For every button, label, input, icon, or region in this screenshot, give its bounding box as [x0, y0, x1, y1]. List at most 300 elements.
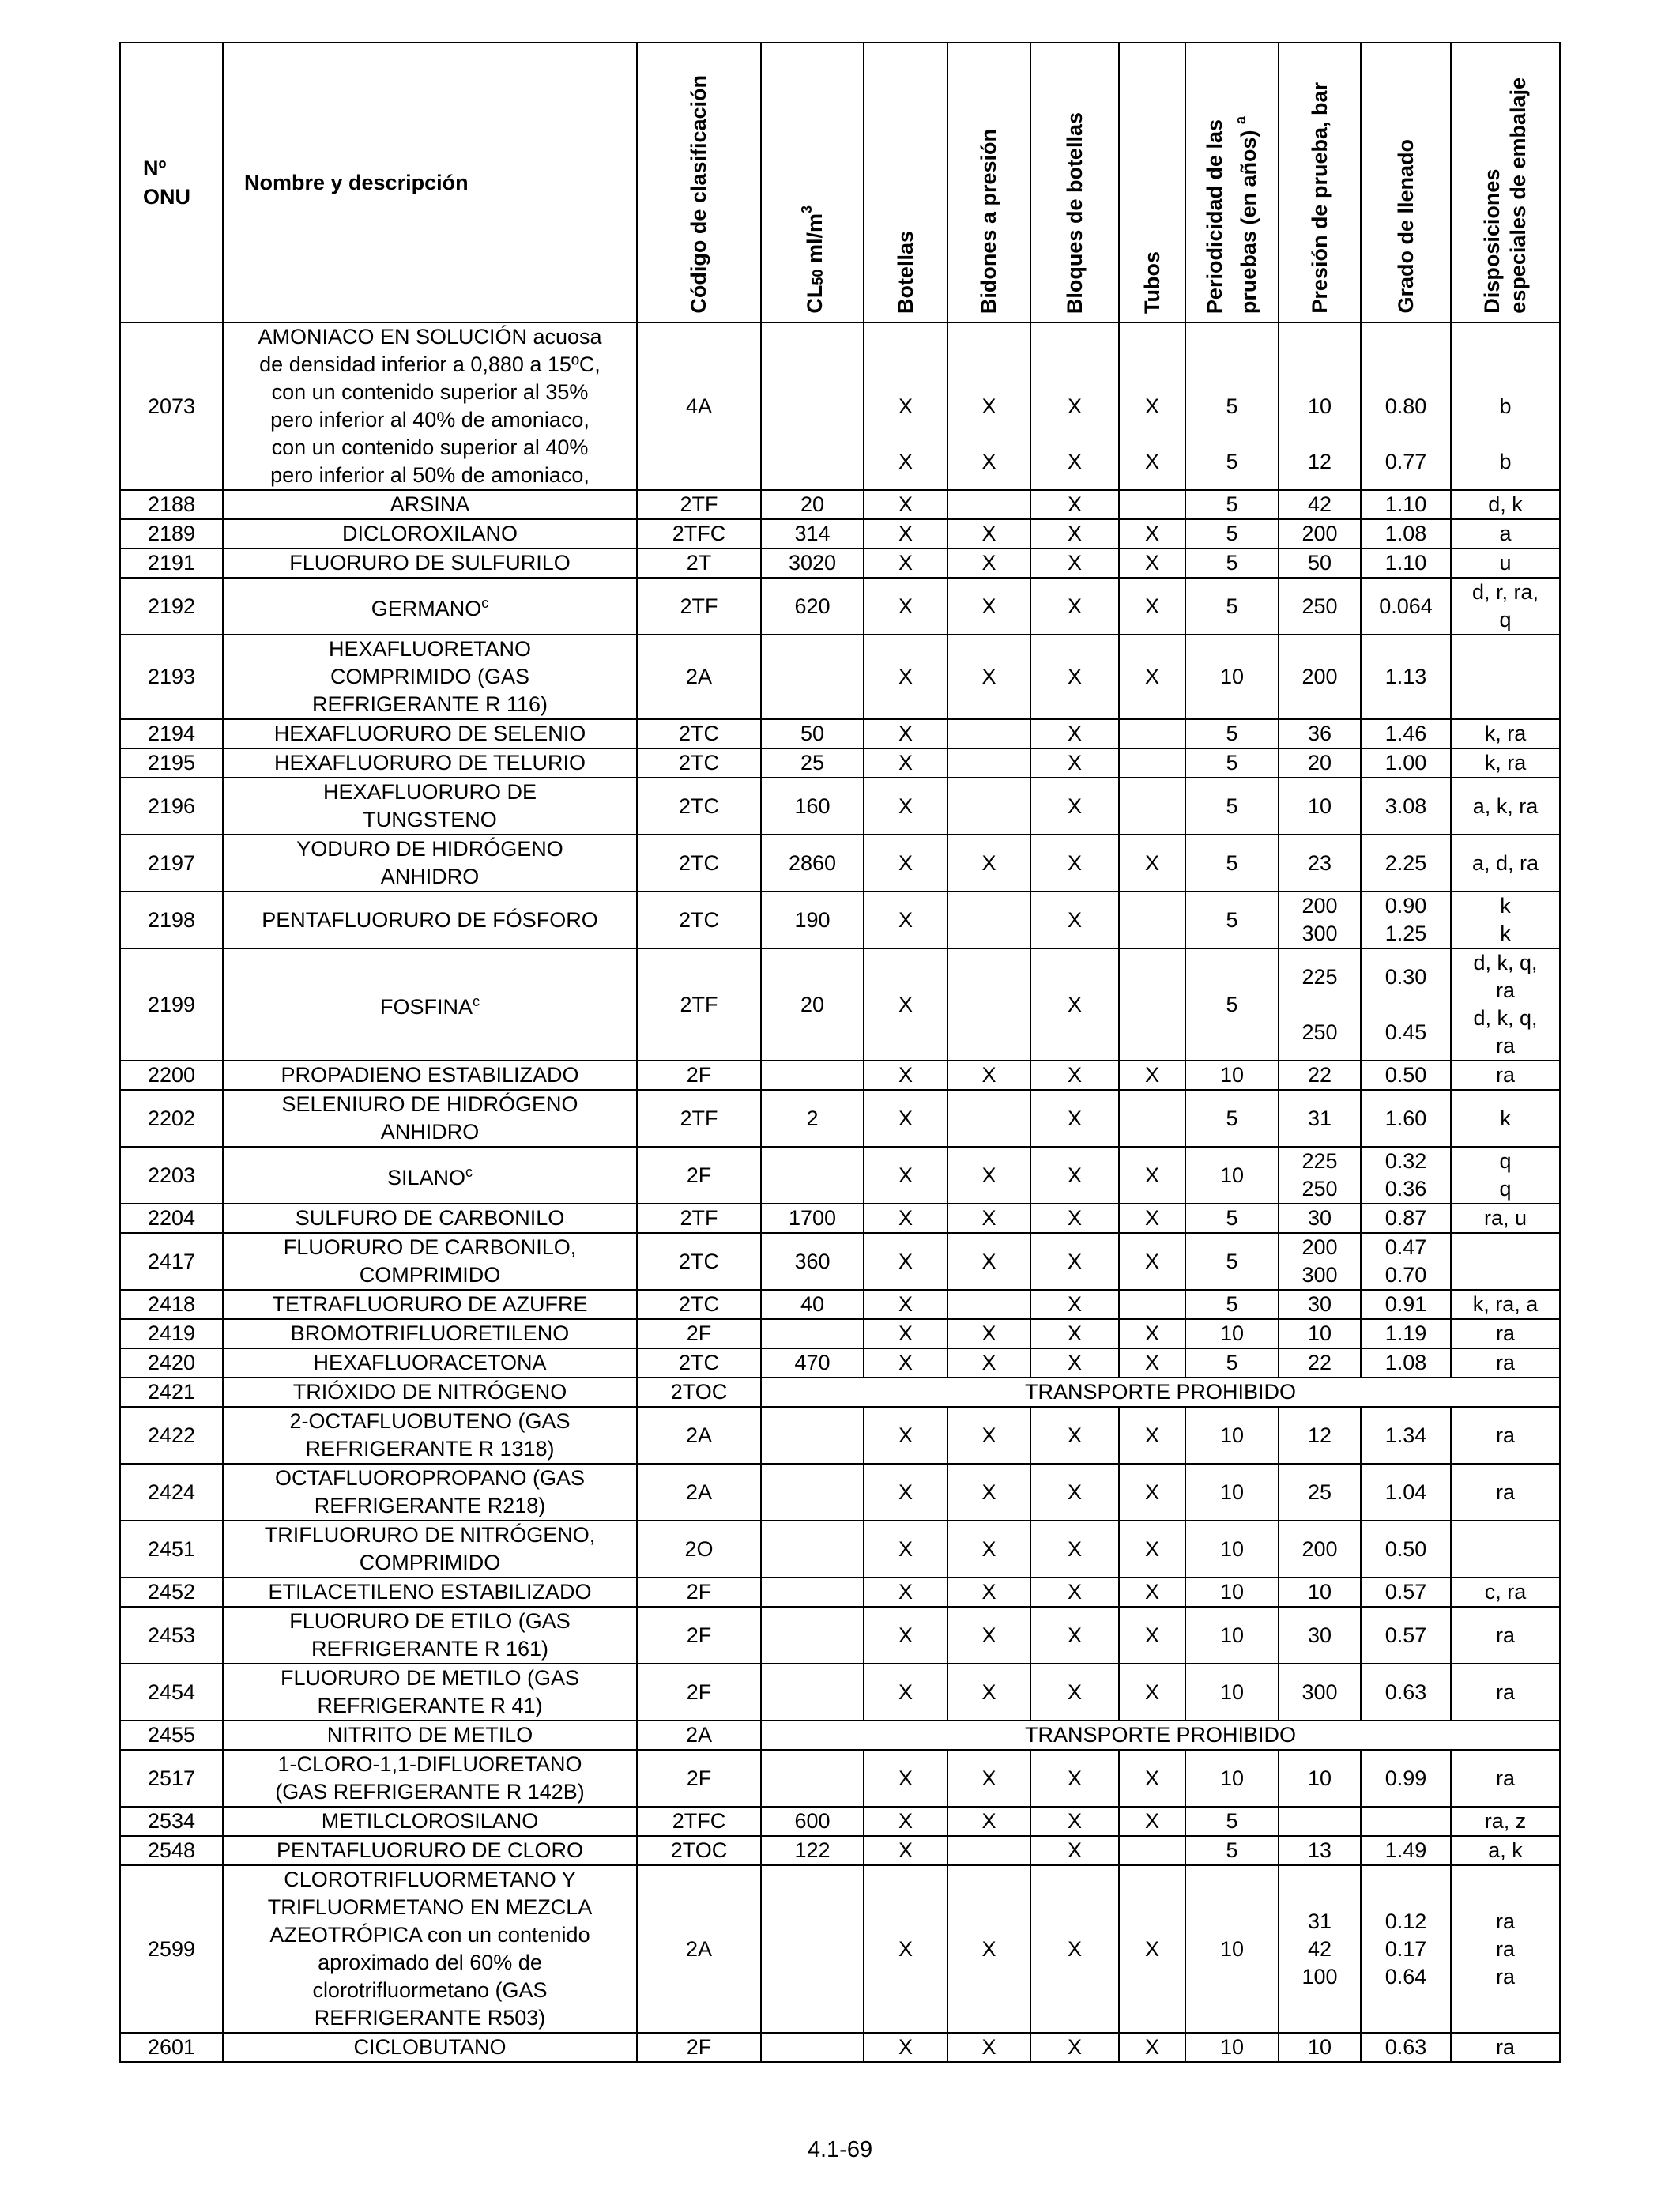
cell-onu: 2417 — [120, 1233, 223, 1290]
cell-name — [223, 322, 637, 490]
cell-code: 2O — [637, 1521, 761, 1578]
cell-cl50 — [761, 635, 864, 719]
cell-disp — [1451, 635, 1560, 719]
cell-bidones: X — [947, 1348, 1030, 1378]
cell-name-text: AMONIACO EN SOLUCIÓN acuosa de densidad inferior a 0,880 a 15ºC, con un contenido superior al 35% pero inferior al 40% de amoniaco, con un contenido superior al 40% pero inferior al 50% de amoniaco, — [258, 325, 602, 487]
cell-name — [223, 778, 637, 835]
table-row — [120, 1836, 1560, 1865]
cell-code: 4A — [637, 322, 761, 490]
cell-onu: 2548 — [120, 1836, 223, 1865]
cell-tubos — [1119, 1290, 1185, 1319]
header-onu — [120, 43, 223, 322]
cell-name-text: FOSFINA — [379, 995, 473, 1019]
cell-bidones — [947, 748, 1030, 778]
cell-disp: a — [1451, 519, 1560, 548]
cell-presion: 10 — [1279, 2033, 1361, 2062]
cell-botellas: X — [864, 719, 947, 748]
cell-name — [223, 1664, 637, 1721]
header-presion — [1279, 43, 1361, 322]
cell-name — [223, 948, 637, 1061]
table-row — [120, 835, 1560, 892]
cell-code: 2TC — [637, 892, 761, 948]
cell-disp: b b — [1451, 322, 1560, 490]
cell-period: 5 — [1185, 1807, 1279, 1836]
header-cl50 — [761, 43, 864, 322]
cell-disp: ra — [1451, 1319, 1560, 1348]
cell-tubos: X — [1119, 1233, 1185, 1290]
cell-period: 5 — [1185, 1204, 1279, 1233]
cell-code: 2A — [637, 1464, 761, 1521]
cell-cl50: 2860 — [761, 835, 864, 892]
cell-onu: 2420 — [120, 1348, 223, 1378]
cell-name — [223, 1721, 637, 1750]
header-tubos-label: Tubos — [1139, 251, 1164, 314]
cell-presion: 30 — [1279, 1204, 1361, 1233]
cell-name-text: DICLOROXILANO — [341, 522, 518, 545]
cell-bloques: X — [1030, 1807, 1119, 1836]
cell-bidones — [947, 948, 1030, 1061]
cell-cl50: 122 — [761, 1836, 864, 1865]
cell-disp: q q — [1451, 1147, 1560, 1204]
cell-code: 2TF — [637, 490, 761, 519]
cell-grado: 1.08 — [1361, 519, 1451, 548]
table-row — [120, 719, 1560, 748]
table-row — [120, 1290, 1560, 1319]
cell-onu: 2195 — [120, 748, 223, 778]
cell-tubos: X — [1119, 519, 1185, 548]
cell-grado: 0.30 0.45 — [1361, 948, 1451, 1061]
cell-bidones — [947, 892, 1030, 948]
cell-botellas: X — [864, 1750, 947, 1807]
header-code — [637, 43, 761, 322]
cell-bloques: X — [1030, 1233, 1119, 1290]
cell-tubos: X X — [1119, 322, 1185, 490]
cell-disp: d, r, ra, q — [1451, 578, 1560, 635]
cell-presion: 23 — [1279, 835, 1361, 892]
cell-name — [223, 635, 637, 719]
cell-grado: 0.064 — [1361, 578, 1451, 635]
header-botellas — [864, 43, 947, 322]
cell-bidones — [947, 1090, 1030, 1147]
cell-grado: 0.63 — [1361, 1664, 1451, 1721]
cell-disp: k, ra — [1451, 748, 1560, 778]
cell-bidones: X — [947, 1664, 1030, 1721]
cell-tubos: X — [1119, 1578, 1185, 1607]
table-row — [120, 1750, 1560, 1807]
cell-bloques: X — [1030, 519, 1119, 548]
cell-cl50: 314 — [761, 519, 864, 548]
cell-name-text: FLUORURO DE CARBONILO, COMPRIMIDO — [283, 1235, 577, 1287]
header-onu-label: Nº ONU — [143, 156, 190, 209]
cell-grado: 0.91 — [1361, 1290, 1451, 1319]
cell-onu: 2451 — [120, 1521, 223, 1578]
cell-botellas: X — [864, 1578, 947, 1607]
cell-bidones: X — [947, 1750, 1030, 1807]
cell-disp: ra — [1451, 1607, 1560, 1664]
cell-grado: 1.04 — [1361, 1464, 1451, 1521]
cell-cl50 — [761, 1578, 864, 1607]
cell-tubos: X — [1119, 548, 1185, 578]
cell-grado: 1.49 — [1361, 1836, 1451, 1865]
cell-tubos: X — [1119, 635, 1185, 719]
cell-name-text: OCTAFLUOROPROPANO (GAS REFRIGERANTE R218) — [274, 1466, 586, 1517]
cell-disp: c, ra — [1451, 1578, 1560, 1607]
cell-code: 2TC — [637, 1233, 761, 1290]
cell-name-text: NITRITO DE METILO — [326, 1723, 533, 1747]
cell-grado: 0.50 — [1361, 1061, 1451, 1090]
header-botellas-label: Botellas — [893, 230, 917, 314]
cell-grado: 0.12 0.17 0.64 — [1361, 1865, 1451, 2033]
cell-name — [223, 1807, 637, 1836]
cell-name-text: CLOROTRIFLUORMETANO Y TRIFLUORMETANO EN MEZCLA AZEOTRÓPICA con un contenido aproximado del 60% de clorotrifluormetano (GAS REFRIGERANTE R503) — [267, 1868, 593, 2030]
header-row — [120, 43, 1560, 322]
table-row — [120, 1721, 1560, 1750]
header-bidones — [947, 43, 1030, 322]
cell-disp: ra — [1451, 2033, 1560, 2062]
cell-name — [223, 1865, 637, 2033]
header-presion-label: Presión de prueba, bar — [1307, 82, 1332, 314]
cell-period: 5 — [1185, 519, 1279, 548]
cell-bloques: X — [1030, 1407, 1119, 1464]
cell-botellas: X — [864, 778, 947, 835]
cell-name — [223, 1407, 637, 1464]
cell-name — [223, 548, 637, 578]
cell-bloques: X — [1030, 2033, 1119, 2062]
cell-botellas: X — [864, 1204, 947, 1233]
cell-name-text: SILANO — [386, 1166, 466, 1189]
cell-period: 5 — [1185, 892, 1279, 948]
cell-cl50: 20 — [761, 948, 864, 1061]
cell-period: 10 — [1185, 1521, 1279, 1578]
cell-disp: ra — [1451, 1061, 1560, 1090]
cell-onu: 2191 — [120, 548, 223, 578]
cell-name — [223, 578, 637, 635]
cell-code: 2F — [637, 1147, 761, 1204]
cell-period: 5 — [1185, 548, 1279, 578]
cell-botellas: X — [864, 490, 947, 519]
cell-cl50: 190 — [761, 892, 864, 948]
cell-bloques: X — [1030, 635, 1119, 719]
cell-name-text: HEXAFLUORURO DE TUNGSTENO — [322, 780, 537, 831]
cell-tubos — [1119, 748, 1185, 778]
cell-tubos: X — [1119, 1664, 1185, 1721]
cell-botellas: X — [864, 892, 947, 948]
cell-cl50 — [761, 1664, 864, 1721]
cell-cl50: 160 — [761, 778, 864, 835]
cell-grado: 1.46 — [1361, 719, 1451, 748]
periodicidad-superscript: a — [1233, 115, 1249, 124]
cell-name — [223, 1607, 637, 1664]
cell-name — [223, 1204, 637, 1233]
cell-name — [223, 1578, 637, 1607]
cell-prohibited: TRANSPORTE PROHIBIDO — [761, 1721, 1560, 1750]
header-name-label: Nombre y descripción — [244, 170, 469, 194]
cell-onu: 2202 — [120, 1090, 223, 1147]
cell-bloques: X — [1030, 1578, 1119, 1607]
table-row — [120, 1407, 1560, 1464]
cell-name-text: HEXAFLUORURO DE TELURIO — [273, 751, 586, 775]
cell-tubos: X — [1119, 1464, 1185, 1521]
cell-name — [223, 1233, 637, 1290]
cell-name-text: TRIÓXIDO DE NITRÓGENO — [292, 1380, 567, 1404]
cell-name — [223, 519, 637, 548]
cell-disp: k k — [1451, 892, 1560, 948]
cell-presion: 31 — [1279, 1090, 1361, 1147]
cell-grado: 0.57 — [1361, 1607, 1451, 1664]
table-row — [120, 1464, 1560, 1521]
cell-presion: 30 — [1279, 1290, 1361, 1319]
cell-disp: a, k, ra — [1451, 778, 1560, 835]
cell-name — [223, 835, 637, 892]
cell-disp: k, ra — [1451, 719, 1560, 748]
cell-name-text: PENTAFLUORURO DE CLORO — [276, 1838, 584, 1862]
cell-tubos — [1119, 948, 1185, 1061]
cell-disp: d, k, q, ra d, k, q, ra — [1451, 948, 1560, 1061]
cell-code: 2A — [637, 1721, 761, 1750]
cell-period: 5 — [1185, 719, 1279, 748]
cell-code: 2F — [637, 1319, 761, 1348]
cell-period: 10 — [1185, 1464, 1279, 1521]
cell-bidones: X — [947, 1865, 1030, 2033]
cell-cl50: 2 — [761, 1090, 864, 1147]
cell-presion: 22 — [1279, 1061, 1361, 1090]
cell-disp: ra ra ra — [1451, 1865, 1560, 2033]
cell-bidones: X — [947, 1147, 1030, 1204]
cell-disp: ra — [1451, 1464, 1560, 1521]
cell-code: 2F — [637, 1578, 761, 1607]
cell-name — [223, 490, 637, 519]
cell-bidones: X X — [947, 322, 1030, 490]
cell-onu: 2599 — [120, 1865, 223, 2033]
cell-code: 2TF — [637, 1090, 761, 1147]
table-row — [120, 548, 1560, 578]
cell-bloques: X — [1030, 1061, 1119, 1090]
cell-name-text: 2-OCTAFLUOBUTENO (GAS REFRIGERANTE R 1318) — [289, 1409, 571, 1461]
cell-tubos — [1119, 490, 1185, 519]
cell-botellas: X — [864, 1664, 947, 1721]
cell-botellas: X — [864, 519, 947, 548]
cell-onu: 2418 — [120, 1290, 223, 1319]
cell-grado: 1.34 — [1361, 1407, 1451, 1464]
cell-grado: 1.13 — [1361, 635, 1451, 719]
table-row — [120, 948, 1560, 1061]
cell-bloques: X — [1030, 1521, 1119, 1578]
cell-name-text: FLUORURO DE METILO (GAS REFRIGERANTE R 41) — [280, 1666, 580, 1717]
cell-bidones — [947, 778, 1030, 835]
gas-classification-table — [119, 42, 1561, 2063]
cell-presion: 30 — [1279, 1607, 1361, 1664]
cell-bloques: X — [1030, 1865, 1119, 2033]
cell-onu: 2454 — [120, 1664, 223, 1721]
cell-name-text: GERMANO — [371, 597, 482, 620]
cell-disp: a, k — [1451, 1836, 1560, 1865]
cell-name-text: HEXAFLUORETANO COMPRIMIDO (GAS REFRIGERANTE R 116) — [311, 637, 548, 716]
cell-tubos: X — [1119, 1319, 1185, 1348]
cell-bidones: X — [947, 1319, 1030, 1348]
cell-bloques: X — [1030, 1607, 1119, 1664]
cell-period: 5 — [1185, 835, 1279, 892]
cell-code: 2A — [637, 1865, 761, 2033]
cl50-subscript: 50 — [809, 269, 826, 285]
cell-botellas: X — [864, 1090, 947, 1147]
cell-bidones: X — [947, 835, 1030, 892]
cell-botellas: X — [864, 578, 947, 635]
cell-bidones: X — [947, 2033, 1030, 2062]
cell-name-text: ETILACETILENO ESTABILIZADO — [268, 1580, 592, 1604]
cell-code: 2A — [637, 635, 761, 719]
cell-code: 2TC — [637, 1348, 761, 1378]
periodicidad-text: Periodicidad de las pruebas (en años) — [1203, 119, 1260, 314]
cell-period: 10 — [1185, 1407, 1279, 1464]
cell-name-text: TETRAFLUORURO DE AZUFRE — [272, 1292, 588, 1316]
cell-botellas: X — [864, 1290, 947, 1319]
table-row — [120, 322, 1560, 490]
cell-bloques: X — [1030, 1750, 1119, 1807]
cell-botellas: X — [864, 635, 947, 719]
header-bloques — [1030, 43, 1119, 322]
cell-bidones: X — [947, 1578, 1030, 1607]
cell-period: 10 — [1185, 1147, 1279, 1204]
cell-onu: 2200 — [120, 1061, 223, 1090]
cell-tubos: X — [1119, 1865, 1185, 2033]
cell-prohibited: TRANSPORTE PROHIBIDO — [761, 1378, 1560, 1407]
cell-bidones: X — [947, 548, 1030, 578]
cell-botellas: X — [864, 1061, 947, 1090]
table-row — [120, 778, 1560, 835]
cell-tubos: X — [1119, 1147, 1185, 1204]
cell-period: 5 — [1185, 578, 1279, 635]
cell-grado: 1.08 — [1361, 1348, 1451, 1378]
cell-tubos — [1119, 778, 1185, 835]
cell-name-text: FLUORURO DE ETILO (GAS REFRIGERANTE R 161) — [289, 1609, 571, 1661]
cell-period: 10 — [1185, 1865, 1279, 2033]
page-number: 4.1-69 — [807, 2137, 873, 2162]
cell-grado: 0.57 — [1361, 1578, 1451, 1607]
cell-onu: 2534 — [120, 1807, 223, 1836]
cell-bloques: X — [1030, 892, 1119, 948]
cell-disp: ra — [1451, 1348, 1560, 1378]
cell-botellas: X — [864, 1865, 947, 2033]
cell-cl50 — [761, 1464, 864, 1521]
cell-disp: u — [1451, 548, 1560, 578]
cell-period: 5 — [1185, 1090, 1279, 1147]
cell-grado: 0.47 0.70 — [1361, 1233, 1451, 1290]
cell-onu: 2073 — [120, 322, 223, 490]
cell-tubos: X — [1119, 1750, 1185, 1807]
cell-cl50 — [761, 1607, 864, 1664]
table-row — [120, 892, 1560, 948]
cell-grado: 0.50 — [1361, 1521, 1451, 1578]
cell-bloques: X — [1030, 548, 1119, 578]
cell-grado: 1.10 — [1361, 548, 1451, 578]
cell-bloques: X — [1030, 748, 1119, 778]
cell-bidones: X — [947, 1233, 1030, 1290]
cell-tubos: X — [1119, 1204, 1185, 1233]
cell-bidones: X — [947, 1607, 1030, 1664]
cell-bidones: X — [947, 1807, 1030, 1836]
cell-name — [223, 1290, 637, 1319]
cell-name — [223, 1147, 637, 1204]
cell-code: 2TC — [637, 719, 761, 748]
cell-bidones: X — [947, 1061, 1030, 1090]
cell-onu: 2452 — [120, 1578, 223, 1607]
cell-disp: ra, u — [1451, 1204, 1560, 1233]
cell-grado: 0.32 0.36 — [1361, 1147, 1451, 1204]
cell-name — [223, 1464, 637, 1521]
cell-tubos — [1119, 719, 1185, 748]
cell-tubos: X — [1119, 835, 1185, 892]
cell-botellas: X — [864, 748, 947, 778]
cell-presion: 200 — [1279, 519, 1361, 548]
cell-name-superscript: c — [481, 595, 489, 611]
cell-bloques: X — [1030, 1348, 1119, 1378]
cell-cl50 — [761, 1865, 864, 2033]
cell-bidones — [947, 490, 1030, 519]
cell-name-text: SULFURO DE CARBONILO — [295, 1206, 565, 1230]
cell-cl50: 50 — [761, 719, 864, 748]
cell-presion: 200 — [1279, 635, 1361, 719]
table-row — [120, 635, 1560, 719]
cell-bloques: X — [1030, 1290, 1119, 1319]
cell-bidones: X — [947, 519, 1030, 548]
cell-cl50: 470 — [761, 1348, 864, 1378]
cell-bloques: X — [1030, 1204, 1119, 1233]
cell-name — [223, 1836, 637, 1865]
cell-bloques: X X — [1030, 322, 1119, 490]
cell-bloques: X — [1030, 778, 1119, 835]
cell-cl50: 40 — [761, 1290, 864, 1319]
cell-bloques: X — [1030, 578, 1119, 635]
table-row — [120, 2033, 1560, 2062]
cell-bloques: X — [1030, 1090, 1119, 1147]
header-periodicidad — [1185, 43, 1279, 322]
table-row — [120, 1578, 1560, 1607]
cell-onu: 2601 — [120, 2033, 223, 2062]
cell-bloques: X — [1030, 1464, 1119, 1521]
header-grado — [1361, 43, 1451, 322]
cell-code: 2A — [637, 1407, 761, 1464]
cell-botellas: X X — [864, 322, 947, 490]
cell-bidones: X — [947, 1204, 1030, 1233]
header-code-label: Código de clasificación — [687, 75, 710, 314]
table-row — [120, 1865, 1560, 2033]
cell-onu: 2197 — [120, 835, 223, 892]
cell-presion: 36 — [1279, 719, 1361, 748]
cell-code: 2TFC — [637, 519, 761, 548]
table-row — [120, 1521, 1560, 1578]
cell-cl50: 20 — [761, 490, 864, 519]
cell-name-text: TRIFLUORURO DE NITRÓGENO, COMPRIMIDO — [264, 1523, 596, 1574]
cell-grado: 2.25 — [1361, 835, 1451, 892]
cell-tubos: X — [1119, 2033, 1185, 2062]
cell-code: 2TFC — [637, 1807, 761, 1836]
cell-presion: 22 — [1279, 1348, 1361, 1378]
table-row — [120, 1090, 1560, 1147]
cell-code: 2F — [637, 1607, 761, 1664]
table-row — [120, 1378, 1560, 1407]
cell-botellas: X — [864, 1348, 947, 1378]
cell-name-text: METILCLOROSILANO — [321, 1809, 539, 1833]
cell-presion — [1279, 1807, 1361, 1836]
cell-presion: 42 — [1279, 490, 1361, 519]
cell-period: 10 — [1185, 635, 1279, 719]
cell-presion: 13 — [1279, 1836, 1361, 1865]
cell-name — [223, 1061, 637, 1090]
table-row — [120, 1233, 1560, 1290]
cell-onu: 2192 — [120, 578, 223, 635]
cell-period: 5 — [1185, 1348, 1279, 1378]
table-row — [120, 1204, 1560, 1233]
